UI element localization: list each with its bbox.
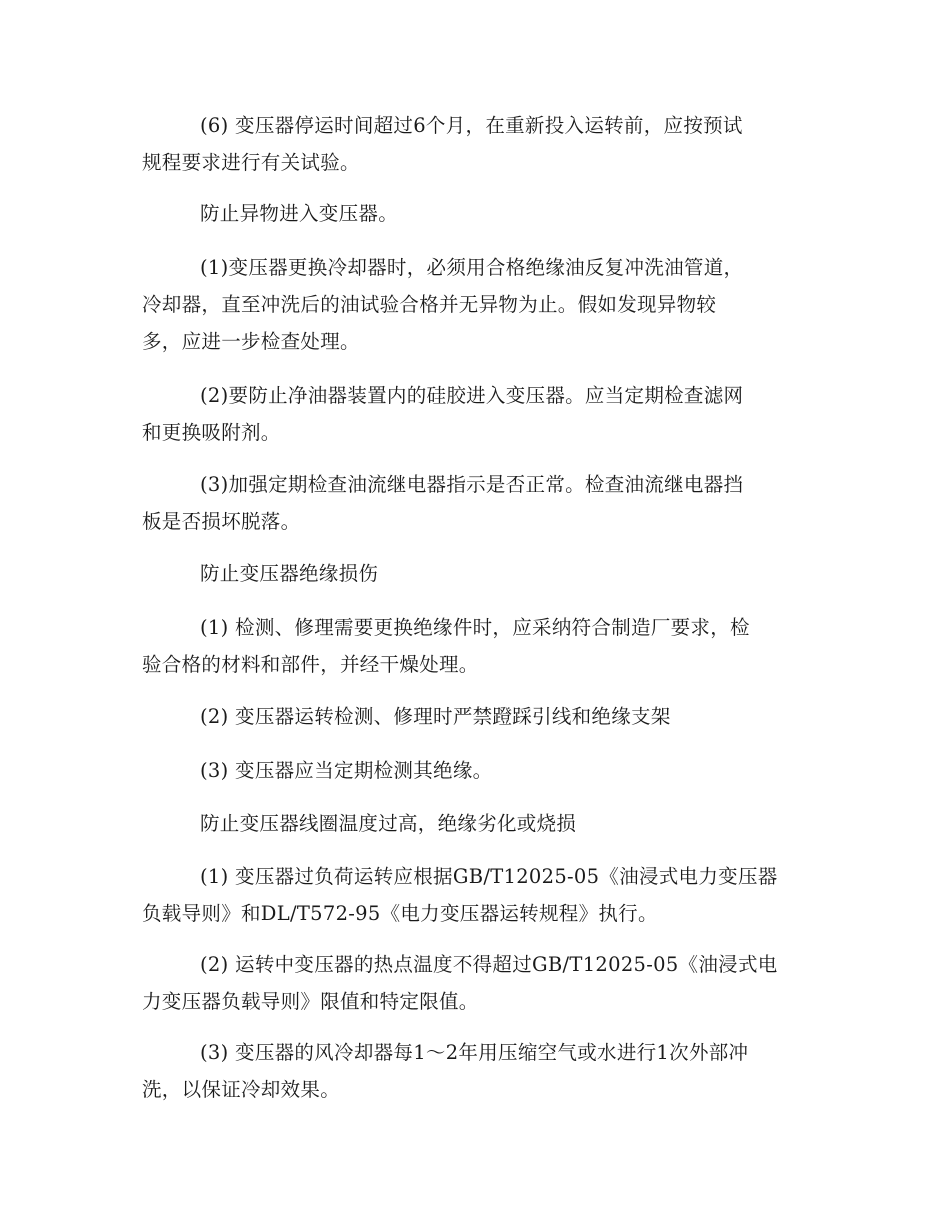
text-line: 验合格的材料和部件，并经干燥处理。 bbox=[142, 653, 479, 676]
paragraph-foreign-3 bbox=[142, 466, 817, 540]
paragraph-coil-2 bbox=[142, 946, 817, 1020]
text-line: (2) 变压器运转检测、修理时严禁蹬踩引线和绝缘支架 bbox=[200, 705, 671, 728]
paragraph-item-6 bbox=[142, 107, 817, 181]
text-line: 负载导则》和DL/T572-95《电力变压器运转规程》执行。 bbox=[142, 902, 658, 925]
text-line: (1) 变压器过负荷运转应根据GB/T12025-05《油浸式电力变压器 bbox=[200, 865, 778, 888]
text-line: 力变压器负载导则》限值和特定限值。 bbox=[142, 990, 479, 1013]
text-line: (6) 变压器停运时间超过6个月，在重新投入运转前，应按预试 bbox=[200, 114, 743, 137]
paragraph-insulation-2 bbox=[142, 698, 817, 735]
text-line: (3) 变压器的风冷却器每1～2年用压缩空气或水进行1次外部冲 bbox=[200, 1041, 749, 1064]
paragraph-coil-1 bbox=[142, 858, 817, 932]
text-line: (2)要防止净油器装置内的硅胶进入变压器。应当定期检查滤网 bbox=[200, 384, 744, 407]
paragraph-foreign-1 bbox=[142, 249, 817, 360]
text-line: (3)加强定期检查油流继电器指示是否正常。检查油流继电器挡 bbox=[200, 473, 744, 496]
text-line: (1) 检测、修理需要更换绝缘件时，应采纳符合制造厂要求，检 bbox=[200, 616, 750, 639]
section-heading-coil-temperature bbox=[142, 805, 817, 842]
text-line: 多，应进一步检查处理。 bbox=[142, 330, 360, 353]
heading-text: 防止变压器绝缘损伤 bbox=[200, 562, 379, 585]
heading-text: 防止异物进入变压器。 bbox=[200, 202, 399, 225]
text-line: 冷却器，直至冲洗后的油试验合格并无异物为止。假如发现异物较 bbox=[142, 293, 717, 316]
section-heading-foreign-objects bbox=[142, 195, 817, 232]
paragraph-coil-3 bbox=[142, 1034, 817, 1108]
heading-text: 防止变压器线圈温度过高，绝缘劣化或烧损 bbox=[200, 812, 577, 835]
paragraph-insulation-3 bbox=[142, 752, 817, 789]
text-line: 洗，以保证冷却效果。 bbox=[142, 1078, 341, 1101]
paragraph-foreign-2 bbox=[142, 377, 817, 451]
paragraph-insulation-1 bbox=[142, 609, 817, 683]
text-line: (2) 运转中变压器的热点温度不得超过GB/T12025-05《油浸式电 bbox=[200, 953, 778, 976]
text-line: 板是否损坏脱落。 bbox=[142, 510, 301, 533]
text-line: 规程要求进行有关试验。 bbox=[142, 151, 360, 174]
text-line: (1)变压器更换冷却器时，必须用合格绝缘油反复冲洗油管道， bbox=[200, 256, 744, 279]
section-heading-insulation bbox=[142, 555, 817, 592]
text-line: (3) 变压器应当定期检测其绝缘。 bbox=[200, 759, 493, 782]
text-line: 和更换吸附剂。 bbox=[142, 421, 281, 444]
